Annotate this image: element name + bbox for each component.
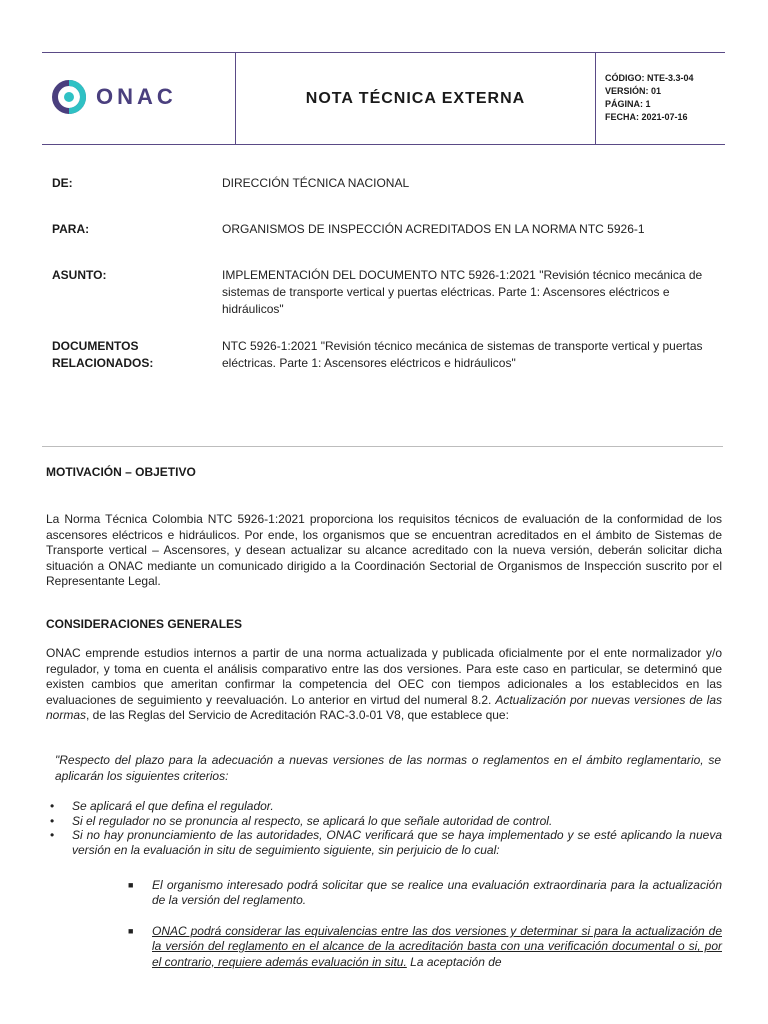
consideraciones-text-2: , de las Reglas del Servicio de Acreditación RAC-3.0-01 V8, que establece que: (86, 708, 509, 723)
document-header (42, 52, 725, 145)
bullet-icon: • (50, 799, 55, 813)
meta-version: VERSIÓN: 01 (605, 86, 662, 96)
document-meta (605, 72, 694, 124)
documentos-label-line-1: DOCUMENTOS (52, 339, 139, 353)
square-bullet-icon: ■ (128, 926, 134, 936)
header-divider (595, 53, 596, 144)
sub-criterion-text (152, 924, 722, 970)
onac-logo-icon (52, 80, 86, 114)
list-item (46, 828, 722, 857)
list-item (46, 814, 722, 829)
document-title: NOTA TÉCNICA EXTERNA (305, 89, 526, 107)
quote-paragraph: "Respecto del plazo para la adecuación a nuevas versiones de las normas o reglamentos en el ámbito reglamentario, se aplicarán los siguientes criterios: (55, 753, 721, 783)
motivacion-paragraph: La Norma Técnica Colombia NTC 5926-1:2021 proporciona los requisitos técnicos de evaluación de la conformidad de los ascensores eléctricos e hidráulicos. Por ende, los organismos que se encuentran acreditados en el ámbito de Sistemas de Transporte vertical – Ascensores, y desean actualizar su alcance acreditado con la nueva versión, deberán solicitar dicha situación a ONAC mediante un comunicado dirigido a la Coordinación Sectorial de Organismos de Inspección suscrito por el Representante Legal. (46, 512, 722, 589)
motivacion-heading: MOTIVACIÓN – OBJETIVO (46, 465, 196, 479)
criteria-list (46, 799, 722, 857)
bullet-icon: • (50, 813, 55, 828)
de-value: DIRECCIÓN TÉCNICA NACIONAL (222, 176, 410, 190)
logo-text: ONAC (96, 84, 177, 109)
asunto-label: ASUNTO: (52, 268, 107, 282)
list-item-text: Se aplicará el que defina el regulador. (72, 799, 274, 813)
documentos-value: NTC 5926-1:2021 "Revisión técnico mecánica de sistemas de transporte vertical y puertas eléctricas. Parte 1: Ascensores eléctricos e hidráulicos" (222, 339, 703, 370)
sub-criterion-rest: La aceptación de (406, 954, 502, 969)
documentos-label-line-2: RELACIONADOS: (52, 356, 154, 370)
consideraciones-italic: Actualización por nuevas versiones de las normas (46, 692, 722, 723)
list-item (46, 799, 722, 814)
list-item-text: Si el regulador no se pronuncia al respecto, se aplicará lo que señale autoridad de control. (72, 813, 553, 828)
meta-date: FECHA: 2021-07-16 (605, 112, 688, 122)
bullet-icon: • (50, 828, 55, 843)
de-label: DE: (52, 176, 73, 190)
sub-criterion-underlined: ONAC podrá considerar las equivalencias entre las dos versiones y determinar si para la actualización de la versión del reglamento en el alcance de la acreditación basta con una verificación documental o si, por el contrario, requiere además evaluación in situ. (152, 924, 722, 969)
consideraciones-heading: CONSIDERACIONES GENERALES (46, 617, 243, 631)
onac-logo (52, 75, 177, 119)
para-label: PARA: (52, 222, 90, 236)
section-divider (42, 446, 723, 447)
asunto-value: IMPLEMENTACIÓN DEL DOCUMENTO NTC 5926-1:2021 "Revisión técnico mecánica de sistemas de transporte vertical y puertas eléctricas. Parte 1: Ascensores eléctricos e hidráulicos" (222, 268, 703, 316)
consideraciones-text-1: ONAC emprende estudios internos a partir de una norma actualizada y publicada oficialmente por el ente normalizador y/o regulador, y toma en cuenta el análisis comparativo entre las dos versiones. Para este caso en particular, se determinó que existen cambios que ameritan confirmar la competencia del OEC con tiempos adicionales a los establecidos en las evaluaciones de seguimiento y reevaluación. Lo anterior en virtud del numeral 8.2. (46, 646, 722, 707)
para-value: ORGANISMOS DE INSPECCIÓN ACREDITADOS EN LA NORMA NTC 5926-1 (222, 222, 645, 236)
documentos-label (52, 338, 153, 372)
square-bullet-icon: ■ (128, 880, 134, 890)
consideraciones-paragraph (46, 646, 722, 724)
sub-criterion (124, 878, 722, 909)
list-item-text: Si no hay pronunciamiento de las autoridades, ONAC verificará que se haya implementado y se esté aplicando la nueva versión en la evaluación in situ de seguimiento siguiente, sin perjuicio de lo cual: (72, 828, 722, 857)
sub-criterion (124, 924, 722, 970)
meta-code: CÓDIGO: NTE-3.3-04 (605, 73, 694, 83)
meta-page: PÁGINA: 1 (605, 99, 651, 109)
sub-criterion-text: El organismo interesado podrá solicitar que se realice una evaluación extraordinaria para la actualización de la versión del reglamento. (152, 878, 722, 908)
